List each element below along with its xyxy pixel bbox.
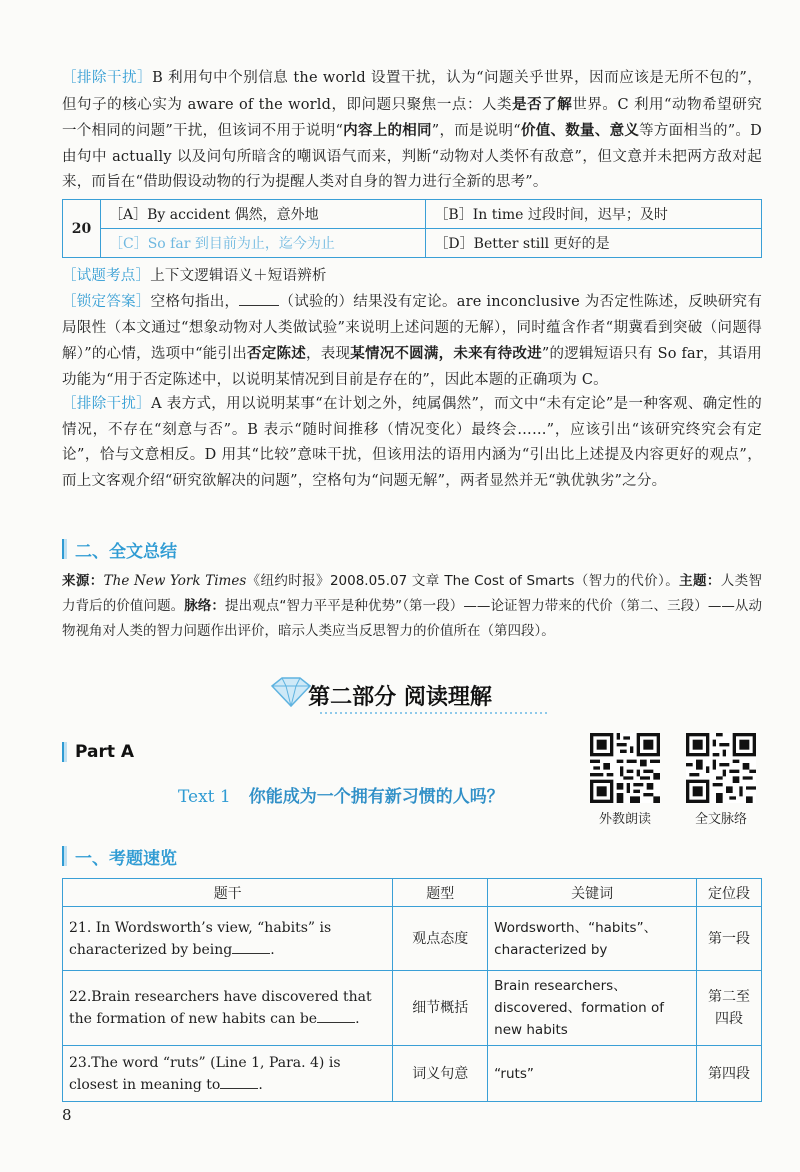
answer-tag: ［锁定答案］ — [62, 294, 151, 310]
question-stem — [63, 971, 393, 1046]
q20-test-point — [62, 264, 762, 290]
q19-elimination-paragraph — [62, 66, 762, 196]
text-number: Text 1 — [178, 787, 231, 807]
blank-line — [317, 1009, 355, 1023]
section-heading-summary — [62, 536, 177, 562]
part-a-heading — [62, 742, 134, 762]
blank-line — [232, 940, 270, 954]
table-row — [63, 971, 762, 1046]
theme-label: 主题： — [679, 573, 721, 589]
section-heading-overview — [62, 843, 177, 869]
text: （试验的）结果没有定论。are inconclusive 为否定性陈述，反映研究有局限性（本文通过“想象动物对人类做试验”来说明上述问题的无解），同时蕴含作者“期冀看到突破（问题得解）”的心情，选项中“能引出 — [62, 294, 763, 362]
section-bar-icon — [62, 846, 67, 866]
option-a: ［A］By accident 偶然，意外地 — [101, 200, 426, 229]
table-header-row — [63, 879, 762, 907]
part-title: 第二部分 阅读理解 — [308, 685, 492, 710]
qr-code-outline-icon[interactable] — [686, 733, 756, 803]
stem-text: 21. In Wordsworth’s view, “habits” is characterized by being — [69, 919, 332, 958]
table-row — [63, 907, 762, 971]
question-type: 观点态度 — [393, 907, 488, 971]
text-title-cn: 你能成为一个拥有新习惯的人吗？ — [248, 787, 504, 807]
question-stem — [63, 907, 393, 971]
text: 空格句指出， — [150, 294, 240, 310]
question-stem — [63, 1046, 393, 1102]
part-a-title: Part A — [75, 742, 135, 762]
summary-paragraph — [62, 569, 762, 644]
page-number: 8 — [62, 1106, 72, 1124]
text: 等方面相当的”。D 由句中 actually 以及问句所暗含的嘲讽语气而来，判断“动物对人类怀有敌意”，但文意并未把两方敌对起来，而旨在“借助假设动物的行为提醒人类对自身的智力进行全新的思考”。 — [62, 123, 762, 190]
option-c: ［C］So far 到目前为止，迄今为止 — [101, 229, 426, 258]
text: 《纽约时报》2008.05.07 文章 The Cost of Smarts（智力的代价）。 — [246, 573, 680, 589]
source-label: 来源： — [62, 573, 104, 589]
test-point-tag: ［试题考点］ — [62, 268, 151, 284]
text1-title — [178, 782, 504, 807]
stem-text: 23.The word “ruts” (Line 1, Para. 4) is closest in meaning to — [69, 1054, 341, 1093]
text: ”，而是说明“ — [431, 123, 521, 139]
question-overview-table — [62, 878, 762, 1102]
q20-elimination-paragraph — [62, 392, 762, 494]
bold-text: 某情况不圆满，未来有待改进 — [350, 345, 542, 362]
stem-end: . — [258, 1076, 263, 1093]
keywords: Brain researchers、discovered、formation of new habits — [488, 971, 697, 1046]
text: ”的逻辑短语只有 So far，其语用功能为“用于否定陈述中，以说明某情况到目前是存在的”，因此本题的正确项为 C。 — [62, 346, 762, 388]
text: 提出观点“智力平平是种优势”（第一段）——论证智力带来的代价（第二、三段）——从动物视角对人类的智力问题作出评价，暗示人类应当反思智力的价值所在（第四段）。 — [62, 598, 762, 639]
qr-label-outline: 全文脉络 — [694, 812, 747, 827]
text: 世界。C 利用“动物希望研究一个相同的问题”干扰，但该词不用于说明“ — [62, 96, 762, 139]
header-stem: 题干 — [63, 879, 393, 907]
qr-code-reading-icon[interactable] — [590, 733, 660, 803]
question-type: 词义句意 — [393, 1046, 488, 1102]
q20-options-table — [62, 199, 762, 258]
stem-text: 22.Brain researchers have discovered that the formation of new habits can be — [69, 989, 372, 1027]
text: A 表方式，用以说明某事“在计划之外，纯属偶然”，而文中“未有定论”是一种客观、确定性的情况，不存在“刻意与否”。B 表示“随时间推移（情况变化）最终会……”，应该引出“该研究终究会有定论”，恰与文意相反。D 用其“比较”意味干扰，但该用法的语用内涵为“引出比上述提及内容更好的观点”，而上文客观介绍“研究欲解决的问题”，空格句为“问题无解”，两者显然并无“孰优孰劣”之分。 — [62, 396, 762, 489]
section-bar-icon — [62, 539, 67, 559]
option-b: ［B］In time 过段时间，迟早；及时 — [426, 200, 762, 229]
section-bar-icon — [62, 742, 67, 762]
keywords: “ruts” — [488, 1046, 697, 1102]
elimination-tag: ［排除干扰］ — [62, 396, 152, 412]
locate-paragraph: 第一段 — [697, 907, 762, 971]
section-title: 一、考题速览 — [75, 848, 177, 869]
header-paragraph: 定位段 — [697, 879, 762, 907]
locate-paragraph: 第二至四段 — [697, 971, 762, 1046]
blank-line — [239, 292, 279, 306]
elimination-tag: ［排除干扰］ — [62, 70, 153, 86]
header-keywords: 关键词 — [488, 879, 697, 907]
q20-answer-paragraph — [62, 290, 762, 393]
question-type: 细节概括 — [393, 971, 488, 1046]
stem-end: . — [355, 1011, 360, 1027]
decorative-dots — [320, 712, 550, 714]
source-title-en: The New York Times — [103, 573, 247, 589]
text: 上下文逻辑语义＋短语辨析 — [150, 268, 327, 284]
table-row — [63, 1046, 762, 1102]
qr-label-reading: 外教朗读 — [598, 812, 651, 827]
bold-text: 价值、数量、意义 — [520, 122, 640, 139]
stem-end: . — [270, 941, 275, 958]
locate-paragraph: 第四段 — [697, 1046, 762, 1102]
question-number: 20 — [63, 200, 101, 258]
header-type: 题型 — [393, 879, 488, 907]
bold-text: 内容上的相同 — [343, 122, 432, 139]
bold-text: 是否了解 — [512, 95, 573, 113]
text: 人类智力背后的价值问题。 — [62, 573, 762, 614]
bold-text: 否定陈述 — [246, 345, 306, 362]
keywords: Wordsworth、“habits”、characterized by — [488, 907, 697, 971]
context-label: 脉络： — [184, 598, 226, 614]
text: B 利用句中个别信息 the world 设置干扰，认为“问题关乎世界，因而应该是无所不包的”，但句子的核心实为 aware of the world，即问题只聚焦一点：人类 — [62, 70, 762, 113]
section-title: 二、全文总结 — [75, 541, 177, 562]
blank-line — [220, 1075, 258, 1089]
option-d: ［D］Better still 更好的是 — [426, 229, 762, 258]
text: ，表现 — [305, 346, 351, 362]
